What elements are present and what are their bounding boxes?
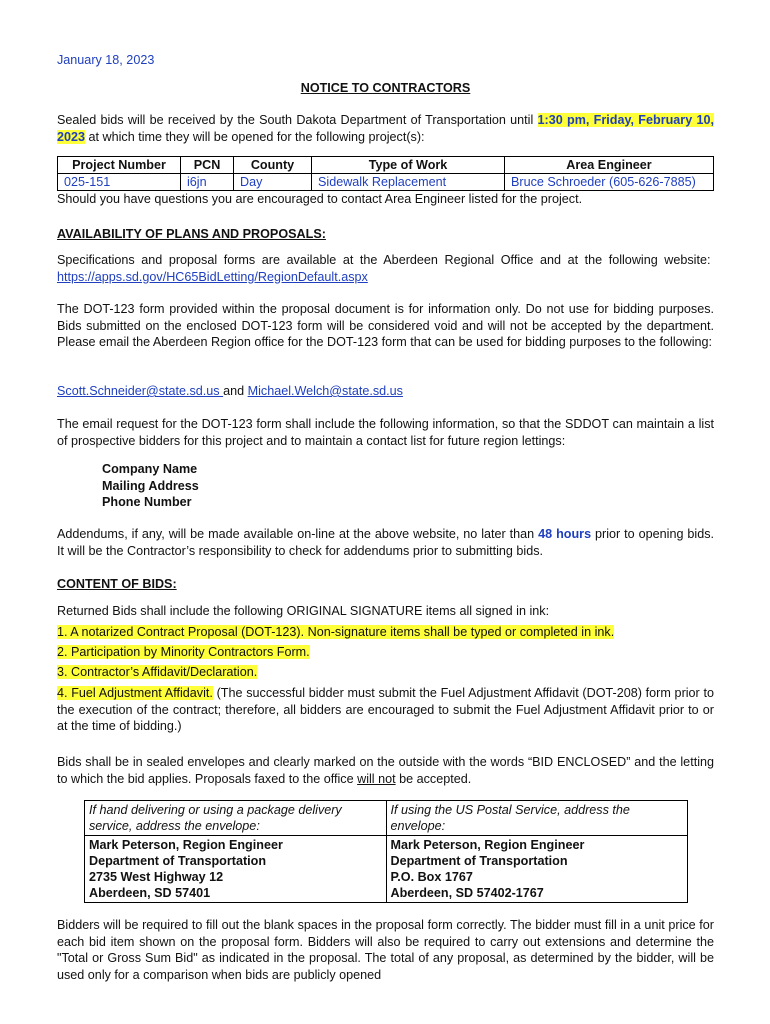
list-item: Company Name bbox=[102, 462, 198, 476]
cell-type-of-work: Sidewalk Replacement bbox=[312, 174, 505, 191]
cell-county: Day bbox=[234, 174, 312, 191]
col-area-engineer: Area Engineer bbox=[505, 157, 714, 174]
hand-delivery-note: If hand delivering or using a package delivery service, address the envelope: bbox=[85, 801, 387, 836]
col-county: County bbox=[234, 157, 312, 174]
cell-area-engineer: Bruce Schroeder (605-626-7885) bbox=[505, 174, 714, 191]
list-item: Phone Number bbox=[102, 495, 192, 509]
availability-paragraph: Specifications and proposal forms are available at the Aberdeen Regional Office and at the following website: https://apps.sd.gov/HC65BidLetting/RegionDefault.aspx bbox=[57, 253, 711, 284]
table-row bbox=[58, 174, 714, 191]
website-link[interactable]: https://apps.sd.gov/HC65BidLetting/RegionDefault.aspx bbox=[57, 269, 368, 284]
addendum-paragraph: Addendums, if any, will be made available on-line at the above website, no later than 48 hours prior to opening bids. It will be the Contractor’s responsibility to check for addendums prior to submitting bids. bbox=[57, 527, 715, 558]
list-item: 4. Fuel Adjustment Affidavit. (The successful bidder must submit the Fuel Adjustment Affidavit (DOT-208) form prior to the execution of the contract; therefore, all bidders are encouraged to submit the Fuel Adjustment Affidavit prior to or at the time of bidding.) bbox=[57, 686, 714, 733]
sealed-envelope-paragraph: Bids shall be in sealed envelopes and clearly marked on the outside with the words “BID ENCLOSED” and the letting to which the bid applies. Proposals faxed to the office will not be accepted. bbox=[57, 755, 714, 786]
project-table bbox=[57, 156, 714, 191]
content-heading: CONTENT OF BIDS: bbox=[57, 577, 177, 591]
content-intro: Returned Bids shall include the following ORIGINAL SIGNATURE items all signed in ink: bbox=[57, 604, 550, 618]
email-line: Scott.Schneider@state.sd.us and Michael.Welch@state.sd.us bbox=[57, 384, 403, 398]
date: January 18, 2023 bbox=[57, 53, 155, 67]
list-item: 3. Contractor’s Affidavit/Declaration. bbox=[57, 665, 258, 679]
dot123-paragraph: The DOT-123 form provided within the proposal document is for information only. Do not use for bidding purposes. Bids submitted on the enclosed DOT-123 form will be considered void and will not be accepted by the department. Please email the Aberdeen Region office for the DOT-123 form that can be used for bidding purposes to the following: bbox=[57, 302, 714, 349]
email-request-paragraph: The email request for the DOT-123 form shall include the following information, so that the SDDOT can maintain a list of prospective bidders for this project and to maintain a contact list for future region lettings: bbox=[57, 417, 714, 448]
cell-pcn: i6jn bbox=[181, 174, 234, 191]
list-item: Mailing Address bbox=[102, 478, 199, 493]
cell-project-number: 025-151 bbox=[58, 174, 181, 191]
address-table bbox=[84, 800, 688, 903]
project-table-header bbox=[58, 157, 714, 174]
notice-title: NOTICE TO CONTRACTORS bbox=[300, 81, 471, 95]
list-item: 1. A notarized Contract Proposal (DOT-123). Non-signature items shall be typed or completed in ink. bbox=[57, 625, 615, 639]
info-list bbox=[57, 461, 759, 511]
final-paragraph: Bidders will be required to fill out the blank spaces in the proposal form correctly. The bidder must fill in a unit price for each bid item shown on the proposal form. Bidders will also be required to carry out extensions and determine the "Total or Gross Sum Bid" as indicated in the proposal. The total of any proposal, as determined by the bidder, will be used only for a comparison when bids are publicly opened bbox=[57, 918, 714, 982]
col-type-of-work: Type of Work bbox=[312, 157, 505, 174]
list-item: 2. Participation by Minority Contractors Form. bbox=[57, 645, 310, 659]
postal-note: If using the US Postal Service, address the envelope: bbox=[386, 801, 688, 836]
addendum-hours: 48 hours bbox=[538, 527, 592, 541]
availability-heading: AVAILABILITY OF PLANS AND PROPOSALS: bbox=[57, 227, 326, 241]
col-pcn: PCN bbox=[181, 157, 234, 174]
email-link-michael[interactable]: Michael.Welch@state.sd.us bbox=[247, 384, 403, 398]
intro-paragraph: Sealed bids will be received by the South Dakota Department of Transportation until 1:30 pm, Friday, February 10, 2023 at which time they will be opened for the following project(s): bbox=[57, 113, 714, 144]
email-link-scott[interactable]: Scott.Schneider@state.sd.us bbox=[57, 384, 224, 398]
postal-address: Mark Peterson, Region Engineer Department of Transportation P.O. Box 1767 Aberdeen, SD 57402-1767 bbox=[386, 836, 688, 903]
questions-text: Should you have questions you are encouraged to contact Area Engineer listed for the project. bbox=[57, 192, 583, 206]
hand-delivery-address: Mark Peterson, Region Engineer Department of Transportation 2735 West Highway 12 Aberdeen, SD 57401 bbox=[85, 836, 387, 903]
bid-deadline: 1:30 pm, Friday, February 10, 2023 bbox=[57, 113, 714, 144]
col-project-number: Project Number bbox=[58, 157, 181, 174]
